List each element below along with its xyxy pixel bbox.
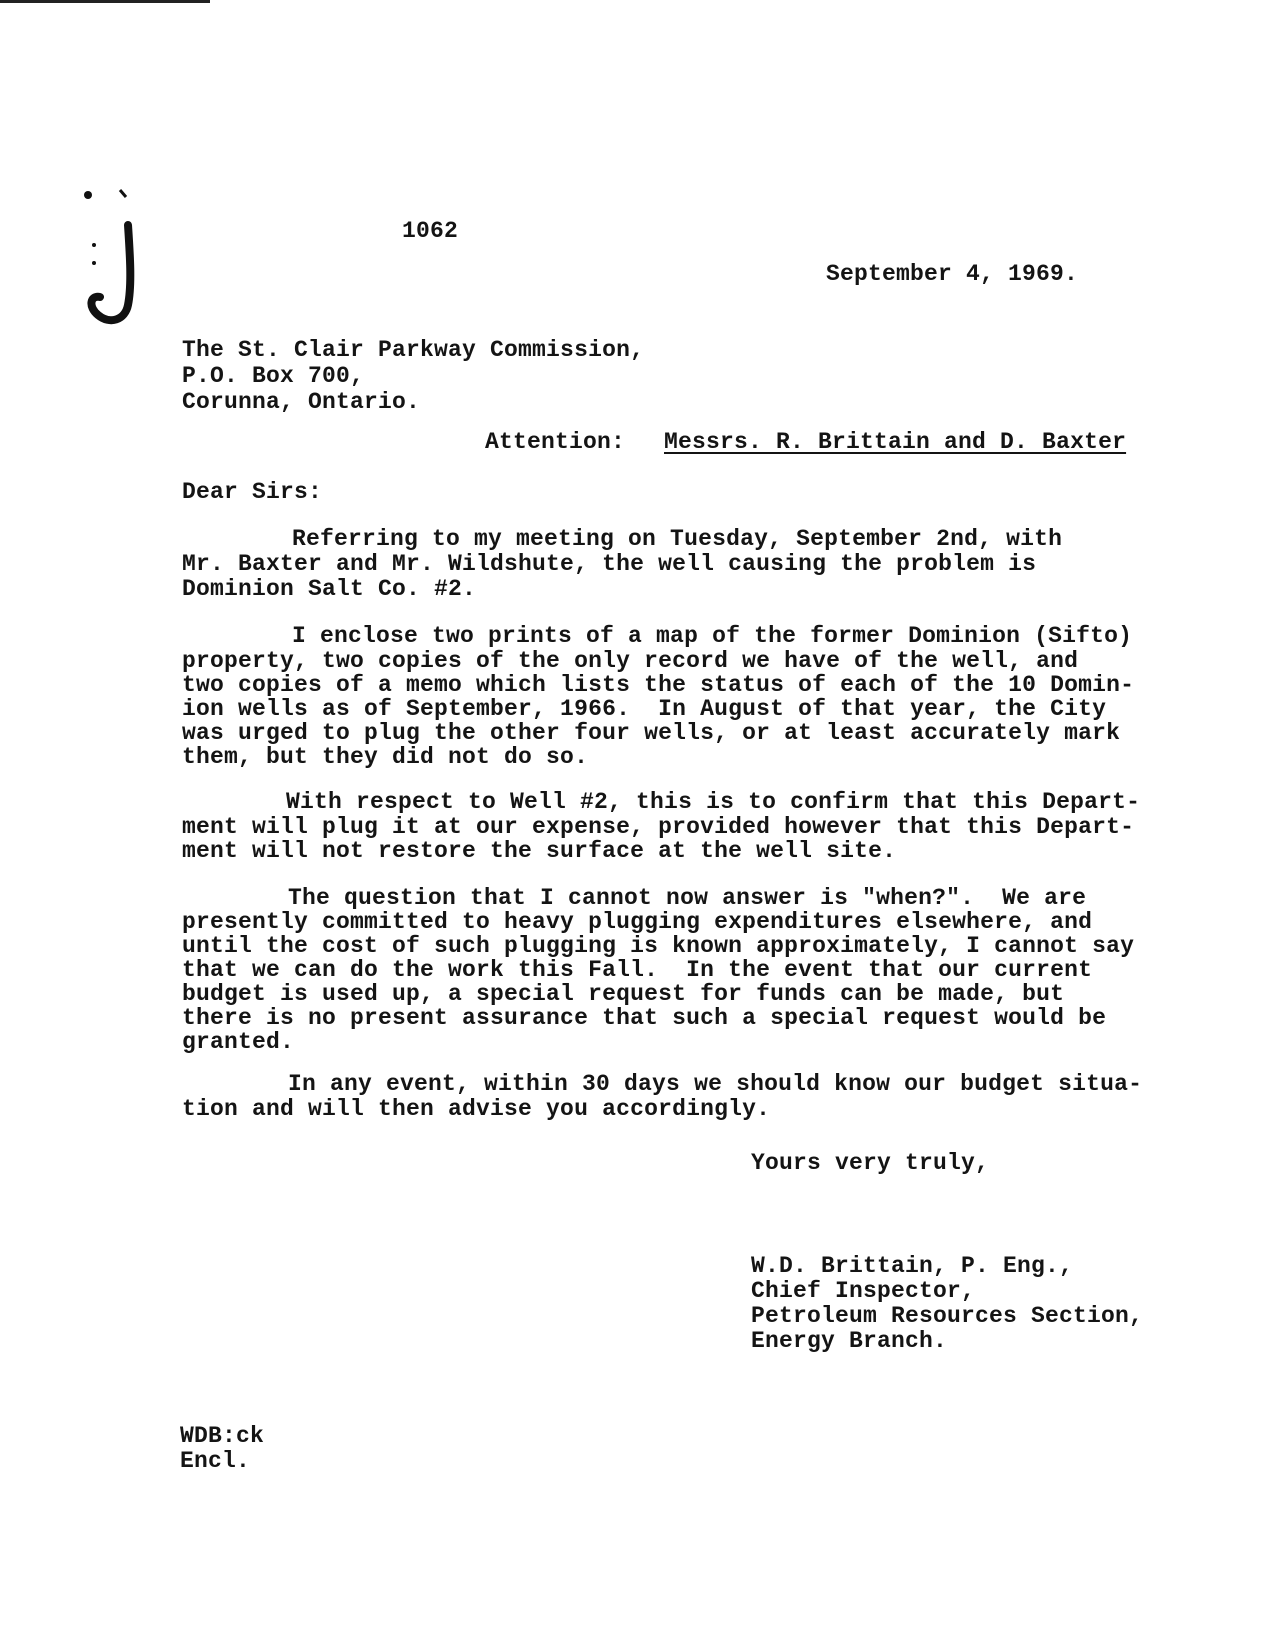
paragraph-4-line-6: there is no present assurance that such a special request would be <box>182 1005 1107 1031</box>
scan-edge-line <box>0 0 210 3</box>
paragraph-2-line-1: I enclose two prints of a map of the former Dominion (Sifto) <box>292 623 1133 649</box>
paragraph-5-line-1: In any event, within 30 days we should know our budget situa- <box>288 1071 1143 1097</box>
paragraph-4-line-3: until the cost of such plugging is known approximately, I cannot say <box>182 933 1135 959</box>
letter-date: September 4, 1969. <box>826 261 1079 287</box>
salutation: Dear Sirs: <box>182 479 323 505</box>
paragraph-1-line-3: Dominion Salt Co. #2. <box>182 576 477 602</box>
paragraph-4-line-1: The question that I cannot now answer is "when?". We are <box>288 885 1087 911</box>
signature-line-3: Petroleum Resources Section, <box>751 1303 1144 1329</box>
paragraph-4-line-5: budget is used up, a special request for funds can be made, but <box>182 981 1065 1007</box>
attention-label: Attention: <box>485 429 626 455</box>
reference-initials: WDB:ck <box>180 1423 265 1449</box>
paragraph-1-line-1: Referring to my meeting on Tuesday, September 2nd, with <box>292 526 1063 552</box>
paragraph-3-line-3: ment will not restore the surface at the well site. <box>182 838 897 864</box>
attention-names: Messrs. R. Brittain and D. Baxter <box>664 429 1127 455</box>
handwritten-margin-mark <box>70 185 150 335</box>
paragraph-5-line-2: tion and will then advise you accordingly. <box>182 1096 771 1122</box>
signature-line-1: W.D. Brittain, P. Eng., <box>751 1253 1074 1279</box>
enclosure-note: Encl. <box>180 1448 251 1474</box>
paragraph-2-line-4: ion wells as of September, 1966. In August of that year, the City <box>182 696 1107 722</box>
paragraph-2-line-6: them, but they did not do so. <box>182 744 589 770</box>
file-number: 1062 <box>402 218 459 244</box>
paragraph-1-line-2: Mr. Baxter and Mr. Wildshute, the well causing the problem is <box>182 551 1037 577</box>
signature-line-2: Chief Inspector, <box>751 1278 976 1304</box>
paragraph-2-line-3: two copies of a memo which lists the status of each of the 10 Domin- <box>182 672 1135 698</box>
closing: Yours very truly, <box>751 1150 990 1176</box>
paragraph-4-line-2: presently committed to heavy plugging expenditures elsewhere, and <box>182 909 1093 935</box>
signature-line-4: Energy Branch. <box>751 1328 948 1354</box>
paragraph-2-line-2: property, two copies of the only record we have of the well, and <box>182 648 1079 674</box>
paragraph-4-line-7: granted. <box>182 1029 295 1055</box>
recipient-line-1: The St. Clair Parkway Commission, <box>182 337 645 363</box>
recipient-line-2: P.O. Box 700, <box>182 363 365 389</box>
paragraph-2-line-5: was urged to plug the other four wells, or at least accurately mark <box>182 720 1121 746</box>
paragraph-3-line-2: ment will plug it at our expense, provided however that this Depart- <box>182 814 1135 840</box>
paragraph-4-line-4: that we can do the work this Fall. In the event that our current <box>182 957 1093 983</box>
recipient-line-3: Corunna, Ontario. <box>182 389 421 415</box>
paragraph-3-line-1: With respect to Well #2, this is to confirm that this Depart- <box>286 789 1141 815</box>
